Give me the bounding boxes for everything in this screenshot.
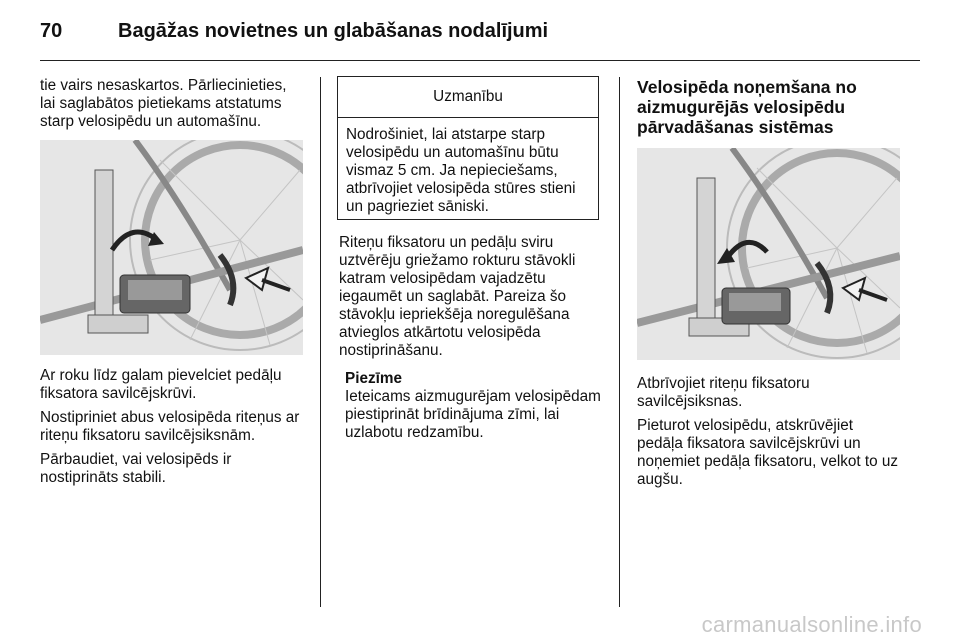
column-1-text	[40, 367, 310, 487]
header-divider	[40, 60, 920, 61]
illustration-pedal-clamp	[40, 140, 303, 355]
warning-box	[337, 76, 599, 220]
column-3-text	[637, 375, 899, 489]
warning-title: Uzmanību	[338, 77, 598, 118]
page-number: 70	[40, 20, 63, 42]
column-divider-left	[320, 77, 321, 607]
step-release-straps: Atbrīvojiet riteņu fiksatoru savilcējsiksnas.	[637, 375, 810, 410]
note-block	[345, 370, 601, 442]
page-title: Bagāžas novietnes un glabāšanas nodalījumi	[118, 20, 549, 42]
intro-paragraph: tie vairs nesaskartos. Pārliecinieties, lai saglabātos pietiekams atstatums starp velosipēdu un automašīnu.	[40, 77, 287, 130]
column-divider-right	[619, 77, 620, 607]
column-2-text	[339, 234, 601, 442]
warning-text: Nodrošiniet, lai atstarpe starp velosipēdu un automašīnu būtu vismaz 5 cm. Ja nepieciešams, atbrīvojiet velosipēda stūres stieni un pagrieziet sāniski.	[346, 126, 576, 215]
column-1	[40, 77, 305, 131]
note-text: Ieteicams aizmugurējam velosipēdam piestiprināt brīdinājuma zīmi, lai uzlabotu redzamību.	[345, 388, 601, 441]
step-check-stability: Pārbaudiet, vai velosipēds ir nostiprināts stabili.	[40, 451, 232, 486]
step-remove-pedal-clamp: Pieturot velosipēdu, atskrūvējiet pedāļa fiksatora savilcējskrūvi un noņemiet pedāļa fiksatoru, velkot to uz augšu.	[637, 417, 899, 488]
bike-removal-drawing	[637, 148, 900, 360]
step-secure-wheels: Nostipriniet abus velosipēda riteņus ar riteņu fiksatoru savilcējsiksnām.	[40, 409, 300, 444]
watermark: carmanualsonline.info	[701, 612, 922, 637]
section-heading: Velosipēda noņemšana no aizmugurējās velosipēdu pārvadāšanas sistēmas	[637, 77, 857, 137]
illustration-removal	[637, 148, 900, 360]
paragraph-handle-positions: Riteņu fiksatoru un pedāļu sviru uztvērēju griežamo rokturu stāvokli katram velosipēdam vajadzētu iegaumēt un saglabāt. Pareiza šo stāvokļu iepriekšēja noregulēšana atvieglos atkārtotu velosipēda nostiprināšanu.	[339, 234, 576, 359]
note-title: Piezīme	[345, 370, 402, 387]
step-tighten-pedal: Ar roku līdz galam pievelciet pedāļu fiksatora savilcējskrūvi.	[40, 367, 282, 402]
bike-carrier-drawing	[40, 140, 303, 355]
